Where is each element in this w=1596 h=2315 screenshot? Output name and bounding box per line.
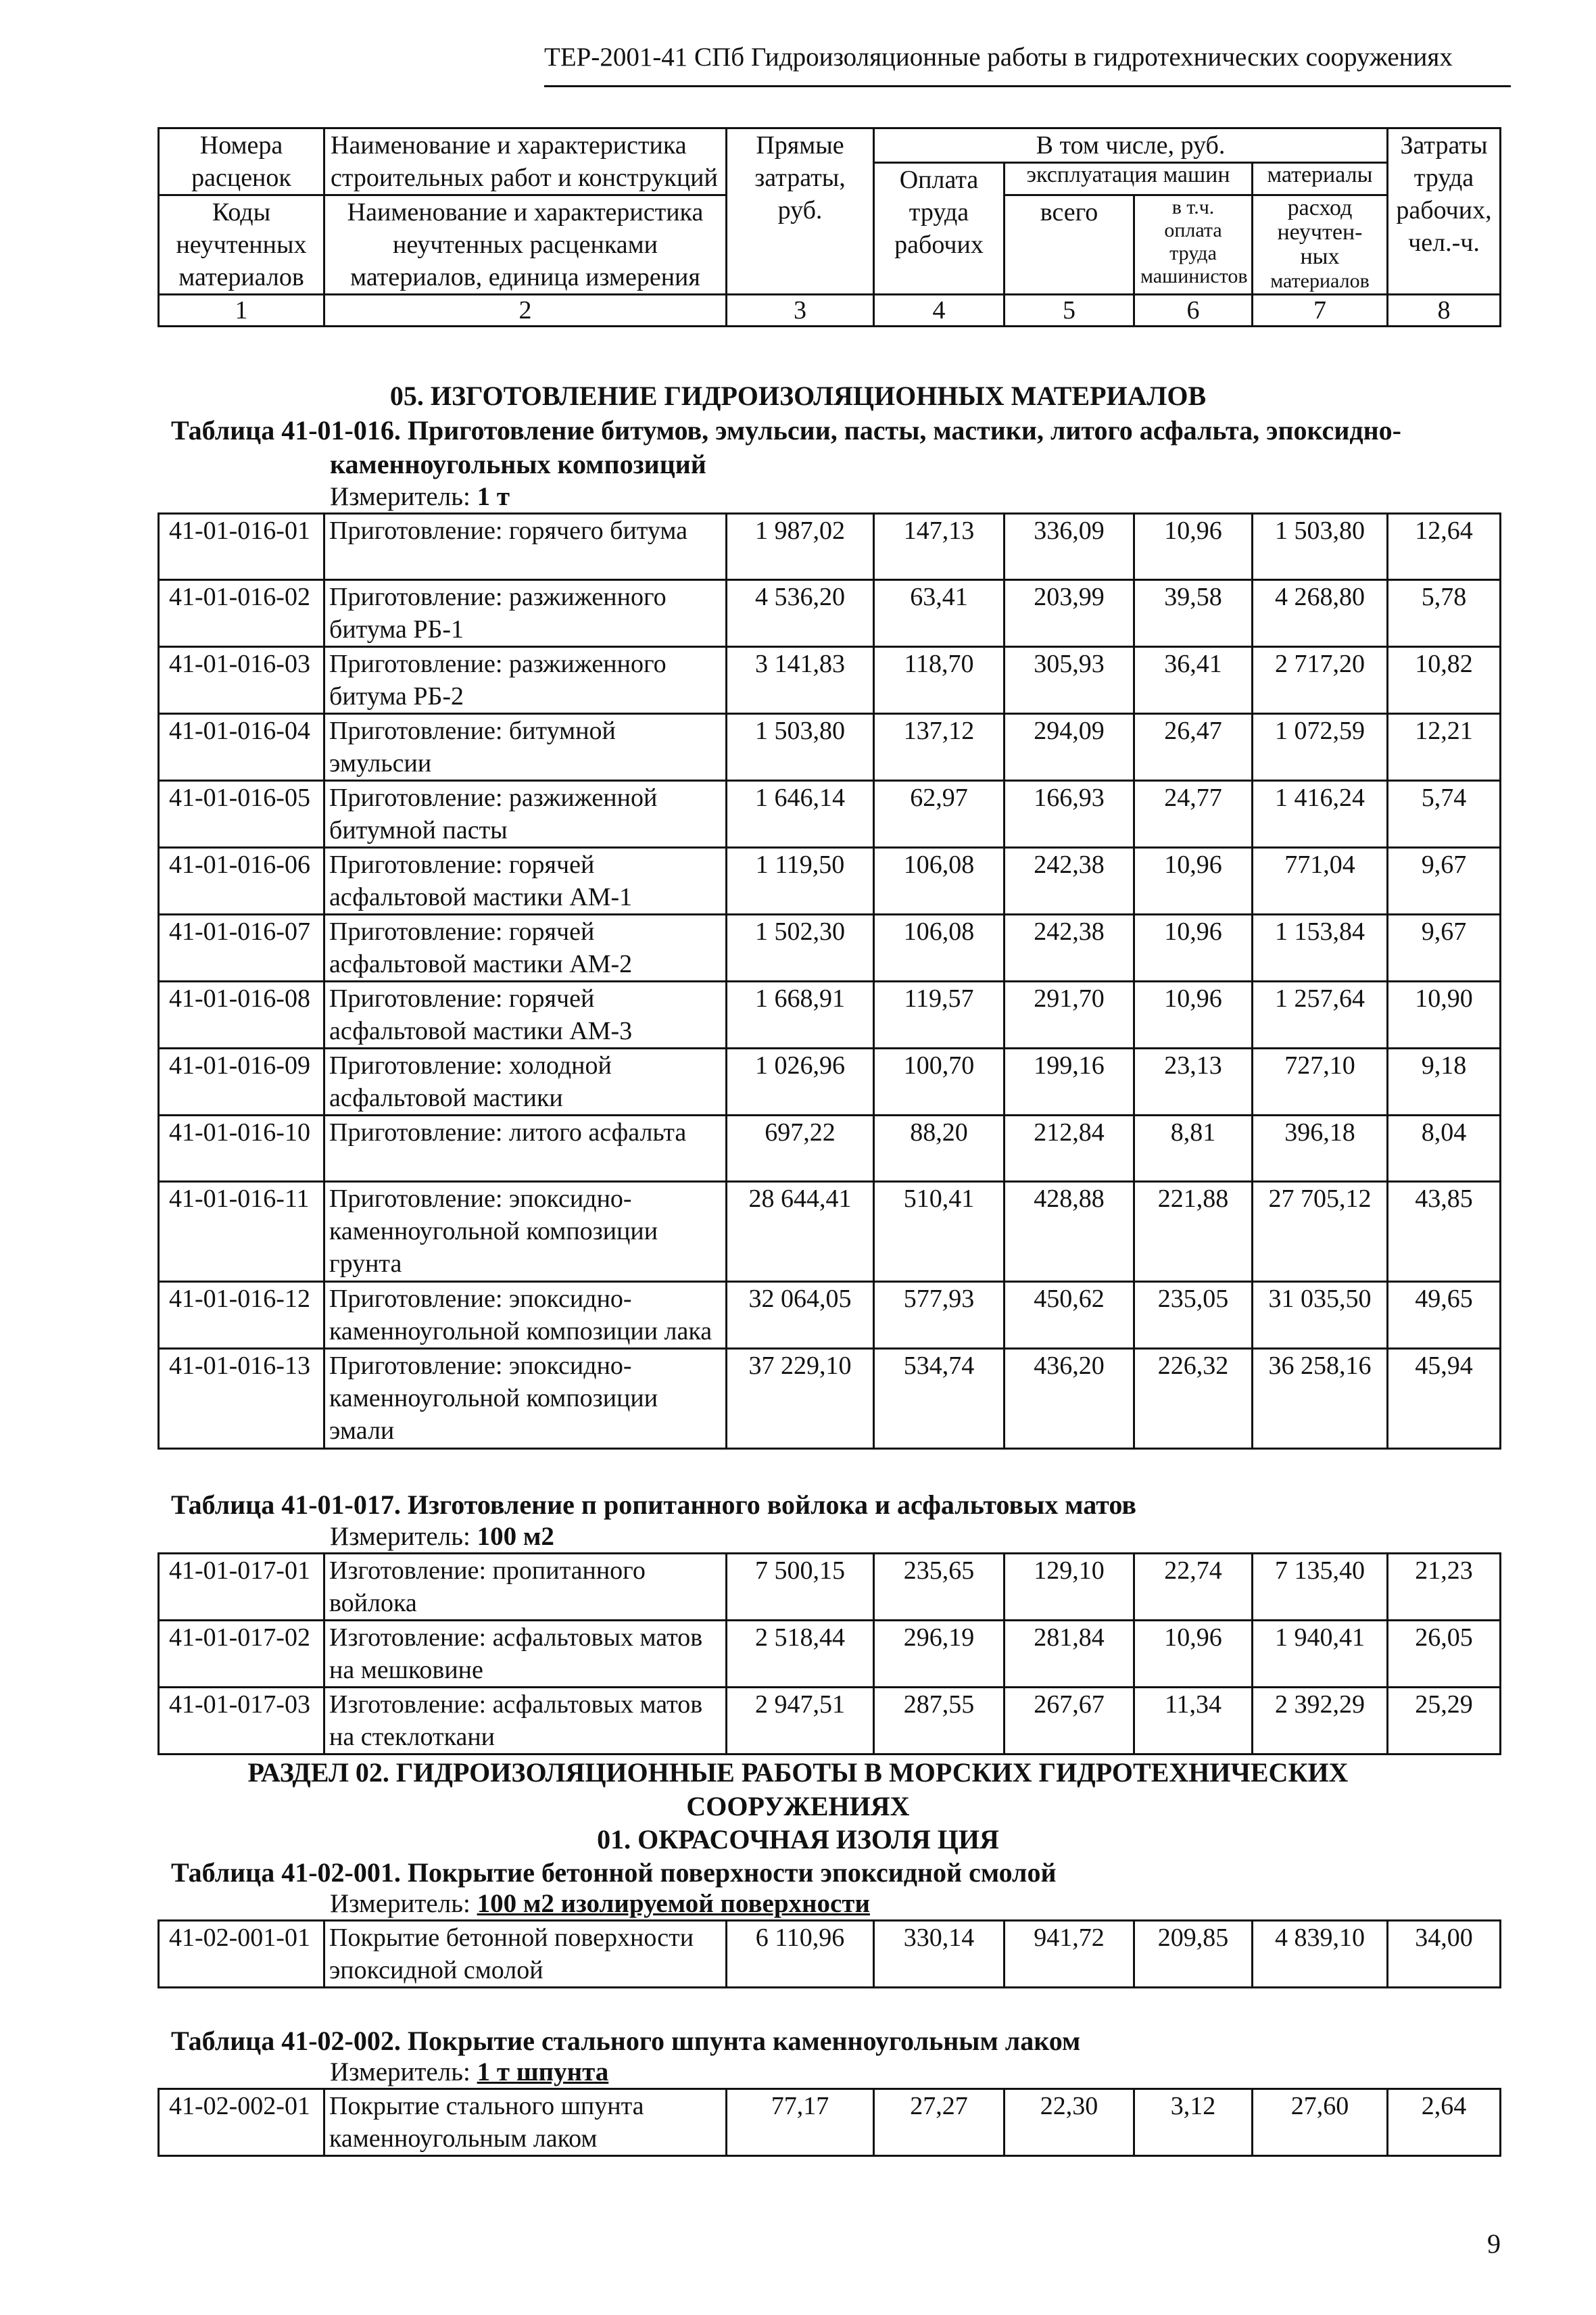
machines-total: 281,84	[1005, 1621, 1134, 1688]
labor-hours: 12,64	[1388, 514, 1501, 580]
header-name-top: Наименование и характеристика строительных работ и конструкций	[324, 128, 727, 195]
rate-name: Приготовление: эпоксидно-каменноугольной композиции грунта	[324, 1182, 727, 1282]
worker-wages: 330,14	[874, 1921, 1005, 1988]
materials-cost: 36 258,16	[1253, 1349, 1388, 1449]
machines-total: 242,38	[1005, 915, 1134, 982]
operator-wages: 10,96	[1134, 982, 1253, 1049]
materials-cost: 2 392,29	[1253, 1688, 1388, 1755]
operator-wages: 226,32	[1134, 1349, 1253, 1449]
measure-label: Измеритель:	[330, 482, 470, 511]
machines-total: 242,38	[1005, 848, 1134, 915]
materials-cost: 4 839,10	[1253, 1921, 1388, 1988]
operator-wages: 10,96	[1134, 514, 1253, 580]
table-row	[159, 580, 1501, 647]
operator-wages: 221,88	[1134, 1182, 1253, 1282]
header-code-bottom: Коды неучтенных материалов	[159, 195, 324, 295]
header-wages: Оплата труда рабочих	[874, 163, 1005, 295]
machines-total: 166,93	[1005, 781, 1134, 848]
worker-wages: 235,65	[874, 1554, 1005, 1621]
measure-value: 1 т	[477, 482, 510, 511]
rate-code: 41-02-002-01	[159, 2089, 324, 2156]
machines-total: 267,67	[1005, 1688, 1134, 1755]
table-02-002	[158, 2088, 1501, 2157]
measure-value: 100 м2	[477, 1522, 554, 1551]
table-017-title: Таблица 41-01-017. Изготовление п ропитанного войлока и асфальтовых матов	[171, 1489, 1136, 1520]
machines-total: 336,09	[1005, 514, 1134, 580]
table-row	[159, 2089, 1501, 2156]
rate-name: Приготовление: горячей асфальтовой мастики АМ-2	[324, 915, 727, 982]
rate-code: 41-01-017-01	[159, 1554, 324, 1621]
machines-total: 941,72	[1005, 1921, 1134, 1988]
materials-cost: 1 940,41	[1253, 1621, 1388, 1688]
operator-wages: 24,77	[1134, 781, 1253, 848]
machines-total: 294,09	[1005, 714, 1134, 781]
page-header: ТЕР-2001-41 СПб Гидроизоляционные работы в гидротехнических сооружениях	[544, 43, 1453, 72]
header-direct-costs: Прямые затраты, руб.	[727, 128, 874, 295]
rate-name: Приготовление: битумной эмульсии	[324, 714, 727, 781]
col-num-6: 6	[1134, 295, 1253, 327]
direct-costs: 32 064,05	[727, 1282, 874, 1349]
table-row	[159, 1688, 1501, 1755]
labor-hours: 5,74	[1388, 781, 1501, 848]
table-row	[159, 647, 1501, 714]
measure-value: 1 т шпунта	[477, 2057, 609, 2086]
operator-wages: 10,96	[1134, 848, 1253, 915]
rate-code: 41-01-016-05	[159, 781, 324, 848]
materials-cost: 771,04	[1253, 848, 1388, 915]
labor-hours: 43,85	[1388, 1182, 1501, 1282]
direct-costs: 1 646,14	[727, 781, 874, 848]
page-number: 9	[1487, 2228, 1501, 2259]
labor-hours: 2,64	[1388, 2089, 1501, 2156]
worker-wages: 100,70	[874, 1049, 1005, 1116]
materials-cost: 27 705,12	[1253, 1182, 1388, 1282]
table-row	[159, 1182, 1501, 1282]
direct-costs: 37 229,10	[727, 1349, 874, 1449]
worker-wages: 137,12	[874, 714, 1005, 781]
materials-cost: 27,60	[1253, 2089, 1388, 2156]
worker-wages: 62,97	[874, 781, 1005, 848]
table-02-001-measure	[330, 1888, 870, 1919]
materials-cost: 1 416,24	[1253, 781, 1388, 848]
table-row	[159, 1349, 1501, 1449]
table-row	[159, 848, 1501, 915]
operator-wages: 36,41	[1134, 647, 1253, 714]
labor-hours: 9,67	[1388, 915, 1501, 982]
materials-cost: 727,10	[1253, 1049, 1388, 1116]
worker-wages: 287,55	[874, 1688, 1005, 1755]
table-02-002-measure	[330, 2057, 608, 2087]
table-row	[159, 1554, 1501, 1621]
rate-name: Приготовление: эпоксидно-каменноугольной композиции эмали	[324, 1349, 727, 1449]
column-header-table	[158, 127, 1501, 327]
machines-total: 436,20	[1005, 1349, 1134, 1449]
operator-wages: 235,05	[1134, 1282, 1253, 1349]
worker-wages: 296,19	[874, 1621, 1005, 1688]
direct-costs: 1 119,50	[727, 848, 874, 915]
direct-costs: 1 668,91	[727, 982, 874, 1049]
machines-total: 22,30	[1005, 2089, 1134, 2156]
measure-value: 100 м2 изолируемой поверхности	[477, 1889, 870, 1918]
header-group-including: В том числе, руб.	[874, 128, 1388, 163]
rate-code: 41-01-016-02	[159, 580, 324, 647]
rate-code: 41-01-017-02	[159, 1621, 324, 1688]
col-num-5: 5	[1005, 295, 1134, 327]
materials-cost: 1 257,64	[1253, 982, 1388, 1049]
rate-code: 41-01-016-04	[159, 714, 324, 781]
table-row	[159, 1621, 1501, 1688]
section-02-title: РАЗДЕЛ 02. ГИДРОИЗОЛЯЦИОННЫЕ РАБОТЫ В МОРСКИХ ГИДРОТЕХНИЧЕСКИХ	[247, 1757, 1349, 1788]
labor-hours: 9,67	[1388, 848, 1501, 915]
operator-wages: 10,96	[1134, 915, 1253, 982]
header-operators-wages: в т.ч. оплата труда машинистов	[1134, 195, 1253, 295]
machines-total: 212,84	[1005, 1116, 1134, 1182]
measure-label: Измеритель:	[330, 2057, 470, 2086]
rate-code: 41-01-017-03	[159, 1688, 324, 1755]
col-num-4: 4	[874, 295, 1005, 327]
operator-wages: 3,12	[1134, 2089, 1253, 2156]
materials-cost: 7 135,40	[1253, 1554, 1388, 1621]
labor-hours: 8,04	[1388, 1116, 1501, 1182]
rate-code: 41-01-016-08	[159, 982, 324, 1049]
direct-costs: 1 503,80	[727, 714, 874, 781]
rate-name: Изготовление: асфальтовых матов на стеклоткани	[324, 1688, 727, 1755]
col-num-3: 3	[727, 295, 874, 327]
table-row	[159, 714, 1501, 781]
direct-costs: 28 644,41	[727, 1182, 874, 1282]
operator-wages: 23,13	[1134, 1049, 1253, 1116]
worker-wages: 88,20	[874, 1116, 1005, 1182]
worker-wages: 147,13	[874, 514, 1005, 580]
header-code-top: Номера расценок	[159, 128, 324, 195]
rate-name: Покрытие бетонной поверхности эпоксидной смолой	[324, 1921, 727, 1988]
col-num-2: 2	[324, 295, 727, 327]
rate-name: Приготовление: горячей асфальтовой мастики АМ-1	[324, 848, 727, 915]
col-num-1: 1	[159, 295, 324, 327]
direct-costs: 77,17	[727, 2089, 874, 2156]
header-materials: материалы	[1253, 163, 1388, 195]
machines-total: 305,93	[1005, 647, 1134, 714]
col-num-8: 8	[1388, 295, 1501, 327]
materials-cost: 31 035,50	[1253, 1282, 1388, 1349]
rate-name: Приготовление: холодной асфальтовой мастики	[324, 1049, 727, 1116]
operator-wages: 26,47	[1134, 714, 1253, 781]
operator-wages: 39,58	[1134, 580, 1253, 647]
rate-name: Изготовление: асфальтовых матов на мешковине	[324, 1621, 727, 1688]
rate-code: 41-01-016-03	[159, 647, 324, 714]
direct-costs: 6 110,96	[727, 1921, 874, 1988]
labor-hours: 9,18	[1388, 1049, 1501, 1116]
rate-name: Приготовление: горячей асфальтовой мастики АМ-3	[324, 982, 727, 1049]
direct-costs: 1 502,30	[727, 915, 874, 982]
table-02-001	[158, 1919, 1501, 1988]
table-row	[159, 982, 1501, 1049]
worker-wages: 63,41	[874, 580, 1005, 647]
measure-label: Измеритель:	[330, 1889, 470, 1918]
worker-wages: 118,70	[874, 647, 1005, 714]
table-row	[159, 1282, 1501, 1349]
header-unaccounted-materials: расход неучтен- ных материалов	[1253, 195, 1388, 295]
rate-code: 41-01-016-06	[159, 848, 324, 915]
header-rule	[544, 85, 1511, 87]
rate-code: 41-01-016-09	[159, 1049, 324, 1116]
labor-hours: 12,21	[1388, 714, 1501, 781]
rate-code: 41-01-016-01	[159, 514, 324, 580]
direct-costs: 1 987,02	[727, 514, 874, 580]
table-017	[158, 1552, 1501, 1755]
table-row	[159, 915, 1501, 982]
direct-costs: 4 536,20	[727, 580, 874, 647]
section-02-title-cont: СООРУЖЕНИЯХ	[686, 1791, 910, 1821]
labor-hours: 34,00	[1388, 1921, 1501, 1988]
table-row	[159, 1049, 1501, 1116]
materials-cost: 396,18	[1253, 1116, 1388, 1182]
table-016-title: Таблица 41-01-016. Приготовление битумов, эмульсии, пасты, мастики, литого асфальта, эпоксидно-	[171, 415, 1401, 446]
machines-total: 450,62	[1005, 1282, 1134, 1349]
direct-costs: 2 947,51	[727, 1688, 874, 1755]
machines-total: 129,10	[1005, 1554, 1134, 1621]
rate-name: Покрытие стального шпунта каменноугольным лаком	[324, 2089, 727, 2156]
worker-wages: 106,08	[874, 915, 1005, 982]
worker-wages: 534,74	[874, 1349, 1005, 1449]
worker-wages: 27,27	[874, 2089, 1005, 2156]
worker-wages: 106,08	[874, 848, 1005, 915]
materials-cost: 4 268,80	[1253, 580, 1388, 647]
subsection-01-title: 01. ОКРАСОЧНАЯ ИЗОЛЯ ЦИЯ	[597, 1824, 999, 1855]
rate-name: Приготовление: разжиженного битума РБ-2	[324, 647, 727, 714]
rate-code: 41-01-016-10	[159, 1116, 324, 1182]
measure-label: Измеритель:	[330, 1522, 470, 1551]
direct-costs: 697,22	[727, 1116, 874, 1182]
rate-name: Приготовление: разжиженной битумной пасты	[324, 781, 727, 848]
labor-hours: 10,82	[1388, 647, 1501, 714]
operator-wages: 8,81	[1134, 1116, 1253, 1182]
col-num-7: 7	[1253, 295, 1388, 327]
materials-cost: 1 072,59	[1253, 714, 1388, 781]
labor-hours: 45,94	[1388, 1349, 1501, 1449]
header-machines-total: всего	[1005, 195, 1134, 295]
labor-hours: 25,29	[1388, 1688, 1501, 1755]
table-016-measure	[330, 481, 510, 512]
machines-total: 199,16	[1005, 1049, 1134, 1116]
header-name-bottom: Наименование и характеристика неучтенных расценками материалов, единица измерения	[324, 195, 727, 295]
operator-wages: 11,34	[1134, 1688, 1253, 1755]
rate-code: 41-01-016-11	[159, 1182, 324, 1282]
direct-costs: 1 026,96	[727, 1049, 874, 1116]
operator-wages: 10,96	[1134, 1621, 1253, 1688]
machines-total: 428,88	[1005, 1182, 1134, 1282]
rate-name: Изготовление: пропитанного войлока	[324, 1554, 727, 1621]
machines-total: 203,99	[1005, 580, 1134, 647]
table-row	[159, 1116, 1501, 1182]
section-05-title: 05. ИЗГОТОВЛЕНИЕ ГИДРОИЗОЛЯЦИОННЫХ МАТЕРИАЛОВ	[389, 381, 1207, 411]
table-016-title-cont: каменноугольных композиций	[330, 449, 706, 479]
rate-code: 41-01-016-12	[159, 1282, 324, 1349]
header-machines: эксплуатация машин	[1005, 163, 1253, 195]
materials-cost: 1 503,80	[1253, 514, 1388, 580]
rate-code: 41-01-016-13	[159, 1349, 324, 1449]
table-02-001-title: Таблица 41-02-001. Покрытие бетонной поверхности эпоксидной смолой	[171, 1857, 1057, 1888]
table-02-002-title: Таблица 41-02-002. Покрытие стального шпунта каменноугольным лаком	[171, 2026, 1081, 2056]
labor-hours: 10,90	[1388, 982, 1501, 1049]
direct-costs: 3 141,83	[727, 647, 874, 714]
materials-cost: 1 153,84	[1253, 915, 1388, 982]
machines-total: 291,70	[1005, 982, 1134, 1049]
table-row	[159, 1921, 1501, 1988]
header-labor-hours: Затраты труда рабочих, чел.-ч.	[1388, 128, 1501, 295]
rate-name: Приготовление: разжиженного битума РБ-1	[324, 580, 727, 647]
rate-name: Приготовление: горячего битума	[324, 514, 727, 580]
labor-hours: 21,23	[1388, 1554, 1501, 1621]
table-016	[158, 512, 1501, 1450]
labor-hours: 5,78	[1388, 580, 1501, 647]
worker-wages: 119,57	[874, 982, 1005, 1049]
operator-wages: 22,74	[1134, 1554, 1253, 1621]
rate-code: 41-01-016-07	[159, 915, 324, 982]
table-row	[159, 781, 1501, 848]
labor-hours: 26,05	[1388, 1621, 1501, 1688]
direct-costs: 7 500,15	[727, 1554, 874, 1621]
direct-costs: 2 518,44	[727, 1621, 874, 1688]
worker-wages: 510,41	[874, 1182, 1005, 1282]
rate-name: Приготовление: литого асфальта	[324, 1116, 727, 1182]
rate-code: 41-02-001-01	[159, 1921, 324, 1988]
table-017-measure	[330, 1521, 554, 1552]
operator-wages: 209,85	[1134, 1921, 1253, 1988]
labor-hours: 49,65	[1388, 1282, 1501, 1349]
table-row	[159, 514, 1501, 580]
materials-cost: 2 717,20	[1253, 647, 1388, 714]
worker-wages: 577,93	[874, 1282, 1005, 1349]
rate-name: Приготовление: эпоксидно-каменноугольной композиции лака	[324, 1282, 727, 1349]
